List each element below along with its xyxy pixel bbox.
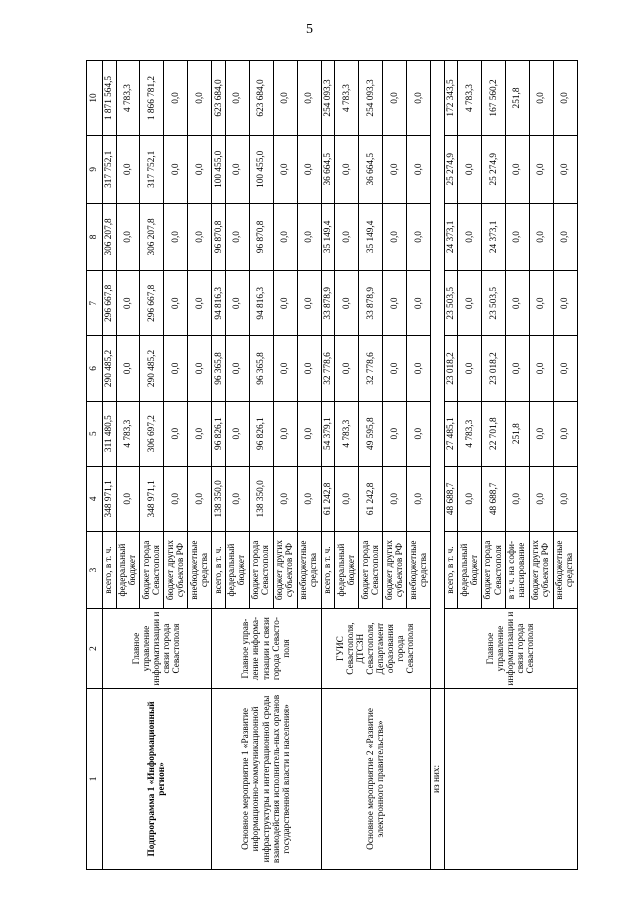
- value-cell: 167 560,2: [482, 61, 506, 136]
- value-cell: 0,0: [383, 135, 407, 203]
- value-cell: 0,0: [297, 466, 321, 531]
- value-cell: 48 688,7: [444, 466, 458, 531]
- value-cell: 0,0: [335, 271, 359, 336]
- value-cell: 0,0: [335, 466, 359, 531]
- value-cell: 0,0: [529, 135, 553, 203]
- value-cell: 0,0: [225, 203, 249, 271]
- table-row: [103, 61, 117, 870]
- value-cell: 0,0: [116, 466, 140, 531]
- value-cell: 0,0: [116, 135, 140, 203]
- value-cell: 22 701,8: [482, 401, 506, 466]
- value-cell: 0,0: [297, 61, 321, 136]
- header-cell: 1: [87, 688, 103, 869]
- value-cell: 348 971,1: [103, 466, 117, 531]
- empty-cell: [431, 61, 445, 689]
- value-cell: 0,0: [506, 336, 530, 401]
- value-cell: 24 373,1: [482, 203, 506, 271]
- value-cell: 49 595,8: [359, 401, 383, 466]
- funding-source: бюджет других субъектов РФ: [383, 531, 407, 608]
- value-cell: 0,0: [188, 271, 212, 336]
- value-cell: 24 373,1: [444, 203, 458, 271]
- budget-table: [86, 60, 578, 870]
- value-cell: 306 207,8: [103, 203, 117, 271]
- header-row: [87, 61, 103, 870]
- value-cell: 0,0: [297, 336, 321, 401]
- value-cell: 0,0: [164, 401, 188, 466]
- funding-source: бюджет города Севастополя: [249, 531, 273, 608]
- value-cell: 96 826,1: [249, 401, 273, 466]
- funding-source: бюджет города Севастополя: [140, 531, 164, 608]
- rotated-table-wrapper: [86, 60, 578, 870]
- measure-name: Подпрограмма 1 «Информационный регион»: [103, 688, 212, 869]
- value-cell: 96 365,8: [212, 336, 226, 401]
- value-cell: 1 871 564,5: [103, 61, 117, 136]
- value-cell: 0,0: [188, 61, 212, 136]
- page-number: 5: [306, 22, 313, 37]
- value-cell: 33 878,9: [359, 271, 383, 336]
- value-cell: 0,0: [506, 203, 530, 271]
- value-cell: 4 783,3: [116, 61, 140, 136]
- value-cell: 0,0: [297, 271, 321, 336]
- value-cell: 254 093,3: [359, 61, 383, 136]
- value-cell: 0,0: [273, 271, 297, 336]
- sub-note-row: [431, 61, 445, 870]
- value-cell: 36 664,5: [359, 135, 383, 203]
- value-cell: 0,0: [188, 336, 212, 401]
- value-cell: 296 667,8: [103, 271, 117, 336]
- value-cell: 0,0: [383, 466, 407, 531]
- value-cell: 0,0: [297, 135, 321, 203]
- value-cell: 290 485,2: [103, 336, 117, 401]
- funding-source: внебюджетные средства: [188, 531, 212, 608]
- value-cell: 0,0: [225, 135, 249, 203]
- value-cell: 36 664,5: [321, 135, 335, 203]
- empty-cell: [444, 688, 577, 869]
- funding-source: в т. ч. на софи-нансирование: [506, 531, 530, 608]
- value-cell: 0,0: [506, 135, 530, 203]
- value-cell: 96 870,8: [212, 203, 226, 271]
- value-cell: 0,0: [553, 271, 577, 336]
- value-cell: 0,0: [188, 203, 212, 271]
- funding-source: бюджет города Севастополя: [482, 531, 506, 608]
- measure-name: Основное мероприятие 2 «Развитие электронного правительства»: [321, 688, 430, 869]
- value-cell: 0,0: [273, 401, 297, 466]
- value-cell: 0,0: [164, 203, 188, 271]
- value-cell: 0,0: [506, 466, 530, 531]
- funding-source: всего, в т. ч.: [444, 531, 458, 608]
- header-cell: 5: [87, 401, 103, 466]
- funding-source: бюджет других субъектов РФ: [529, 531, 553, 608]
- value-cell: 96 870,8: [249, 203, 273, 271]
- funding-source: федеральный бюджет: [458, 531, 482, 608]
- value-cell: 0,0: [529, 203, 553, 271]
- value-cell: 100 455,0: [249, 135, 273, 203]
- value-cell: 0,0: [273, 135, 297, 203]
- value-cell: 0,0: [407, 336, 431, 401]
- table-row: [444, 61, 458, 870]
- value-cell: 296 667,8: [140, 271, 164, 336]
- value-cell: 254 093,3: [321, 61, 335, 136]
- value-cell: 138 350,0: [212, 466, 226, 531]
- table-row: [321, 61, 335, 870]
- value-cell: 32 778,6: [321, 336, 335, 401]
- value-cell: 311 480,5: [103, 401, 117, 466]
- value-cell: 23 503,5: [444, 271, 458, 336]
- funding-source: федеральный бюджет: [116, 531, 140, 608]
- value-cell: 32 778,6: [359, 336, 383, 401]
- value-cell: 54 379,1: [321, 401, 335, 466]
- header-cell: 3: [87, 531, 103, 608]
- value-cell: 623 684,0: [212, 61, 226, 136]
- value-cell: 0,0: [297, 203, 321, 271]
- value-cell: 23 018,2: [482, 336, 506, 401]
- value-cell: 0,0: [383, 61, 407, 136]
- value-cell: 0,0: [529, 401, 553, 466]
- funding-source: бюджет других субъектов РФ: [273, 531, 297, 608]
- value-cell: 0,0: [273, 466, 297, 531]
- header-cell: 6: [87, 336, 103, 401]
- value-cell: 0,0: [407, 61, 431, 136]
- header-cell: 2: [87, 609, 103, 689]
- value-cell: 0,0: [225, 466, 249, 531]
- value-cell: 4 783,3: [335, 401, 359, 466]
- funding-source: бюджет других субъектов РФ: [164, 531, 188, 608]
- value-cell: 0,0: [273, 203, 297, 271]
- header-cell: 7: [87, 271, 103, 336]
- value-cell: 4 783,3: [458, 401, 482, 466]
- funding-source: внебюджетные средства: [297, 531, 321, 608]
- value-cell: 0,0: [164, 61, 188, 136]
- value-cell: 0,0: [273, 61, 297, 136]
- funding-source: всего, в т. ч.: [212, 531, 226, 608]
- value-cell: 0,0: [458, 203, 482, 271]
- value-cell: 172 343,5: [444, 61, 458, 136]
- value-cell: 0,0: [553, 135, 577, 203]
- value-cell: 0,0: [335, 203, 359, 271]
- value-cell: 96 365,8: [249, 336, 273, 401]
- value-cell: 33 878,9: [321, 271, 335, 336]
- value-cell: 290 485,2: [140, 336, 164, 401]
- value-cell: 96 826,1: [212, 401, 226, 466]
- value-cell: 0,0: [273, 336, 297, 401]
- value-cell: 0,0: [116, 336, 140, 401]
- value-cell: 317 752,1: [103, 135, 117, 203]
- table-row: [212, 61, 226, 870]
- value-cell: 94 816,3: [212, 271, 226, 336]
- value-cell: 0,0: [553, 336, 577, 401]
- value-cell: 0,0: [116, 203, 140, 271]
- funding-source: внебюджетные средства: [553, 531, 577, 608]
- value-cell: 0,0: [225, 271, 249, 336]
- header-cell: 4: [87, 466, 103, 531]
- value-cell: 0,0: [335, 336, 359, 401]
- value-cell: 0,0: [116, 271, 140, 336]
- value-cell: 0,0: [553, 466, 577, 531]
- value-cell: 1 866 781,2: [140, 61, 164, 136]
- value-cell: 0,0: [383, 401, 407, 466]
- funding-source: внебюджетные средства: [407, 531, 431, 608]
- value-cell: 0,0: [164, 271, 188, 336]
- value-cell: 0,0: [188, 401, 212, 466]
- value-cell: 35 149,4: [321, 203, 335, 271]
- value-cell: 0,0: [383, 203, 407, 271]
- measure-name: Основное мероприятие 1 «Развитие информационно-коммуникационной инфраструктуры и интеграционной среды взаимодействия исполнитель-ных органов государственной власти и населения»: [212, 688, 321, 869]
- sub-note: из них:: [431, 688, 445, 869]
- value-cell: 348 971,1: [140, 466, 164, 531]
- value-cell: 0,0: [188, 135, 212, 203]
- header-cell: 8: [87, 203, 103, 271]
- value-cell: 0,0: [335, 135, 359, 203]
- value-cell: 0,0: [225, 401, 249, 466]
- funding-source: бюджет города Севастополя: [359, 531, 383, 608]
- value-cell: 0,0: [297, 401, 321, 466]
- value-cell: 317 752,1: [140, 135, 164, 203]
- value-cell: 0,0: [383, 336, 407, 401]
- value-cell: 306 207,8: [140, 203, 164, 271]
- executor-name: Главное управление информатизации и связи города Севастополя: [103, 609, 212, 689]
- value-cell: 61 242,8: [321, 466, 335, 531]
- value-cell: 35 149,4: [359, 203, 383, 271]
- value-cell: 0,0: [383, 271, 407, 336]
- funding-source: всего, в т. ч.: [321, 531, 335, 608]
- value-cell: 0,0: [164, 135, 188, 203]
- value-cell: 0,0: [529, 336, 553, 401]
- value-cell: 0,0: [458, 466, 482, 531]
- value-cell: 0,0: [407, 271, 431, 336]
- value-cell: 48 688,7: [482, 466, 506, 531]
- value-cell: 0,0: [164, 466, 188, 531]
- value-cell: 27 485,1: [444, 401, 458, 466]
- value-cell: 0,0: [225, 61, 249, 136]
- value-cell: 0,0: [458, 336, 482, 401]
- value-cell: 61 242,8: [359, 466, 383, 531]
- value-cell: 0,0: [529, 61, 553, 136]
- header-cell: 10: [87, 61, 103, 136]
- value-cell: 0,0: [553, 61, 577, 136]
- value-cell: 25 274,9: [482, 135, 506, 203]
- value-cell: 306 697,2: [140, 401, 164, 466]
- funding-source: всего, в т. ч.: [103, 531, 117, 608]
- value-cell: 623 684,0: [249, 61, 273, 136]
- value-cell: 0,0: [458, 271, 482, 336]
- value-cell: 0,0: [225, 336, 249, 401]
- value-cell: 0,0: [458, 135, 482, 203]
- value-cell: 0,0: [164, 336, 188, 401]
- value-cell: 4 783,3: [335, 61, 359, 136]
- value-cell: 0,0: [407, 401, 431, 466]
- value-cell: 25 274,9: [444, 135, 458, 203]
- value-cell: 0,0: [407, 203, 431, 271]
- header-cell: 9: [87, 135, 103, 203]
- value-cell: 0,0: [407, 466, 431, 531]
- funding-source: федеральный бюджет: [335, 531, 359, 608]
- value-cell: 0,0: [553, 203, 577, 271]
- value-cell: 0,0: [529, 271, 553, 336]
- value-cell: 138 350,0: [249, 466, 273, 531]
- value-cell: 251,8: [506, 61, 530, 136]
- value-cell: 4 783,3: [116, 401, 140, 466]
- value-cell: 23 503,5: [482, 271, 506, 336]
- funding-source: федеральный бюджет: [225, 531, 249, 608]
- value-cell: 251,8: [506, 401, 530, 466]
- value-cell: 0,0: [553, 401, 577, 466]
- executor-name: ГУИС Севастополя, ДТСЗН Севастополя, Департамент образования города Севастополя: [321, 609, 430, 689]
- value-cell: 0,0: [188, 466, 212, 531]
- executor-name: Главное управ-ление информа-тизации и связи города Севасто-поля: [212, 609, 321, 689]
- value-cell: 0,0: [529, 466, 553, 531]
- value-cell: 0,0: [506, 271, 530, 336]
- value-cell: 94 816,3: [249, 271, 273, 336]
- value-cell: 4 783,3: [458, 61, 482, 136]
- value-cell: 100 455,0: [212, 135, 226, 203]
- executor-name: Главное управление информатизации и связи города Севастополя: [444, 609, 577, 689]
- value-cell: 23 018,2: [444, 336, 458, 401]
- value-cell: 0,0: [407, 135, 431, 203]
